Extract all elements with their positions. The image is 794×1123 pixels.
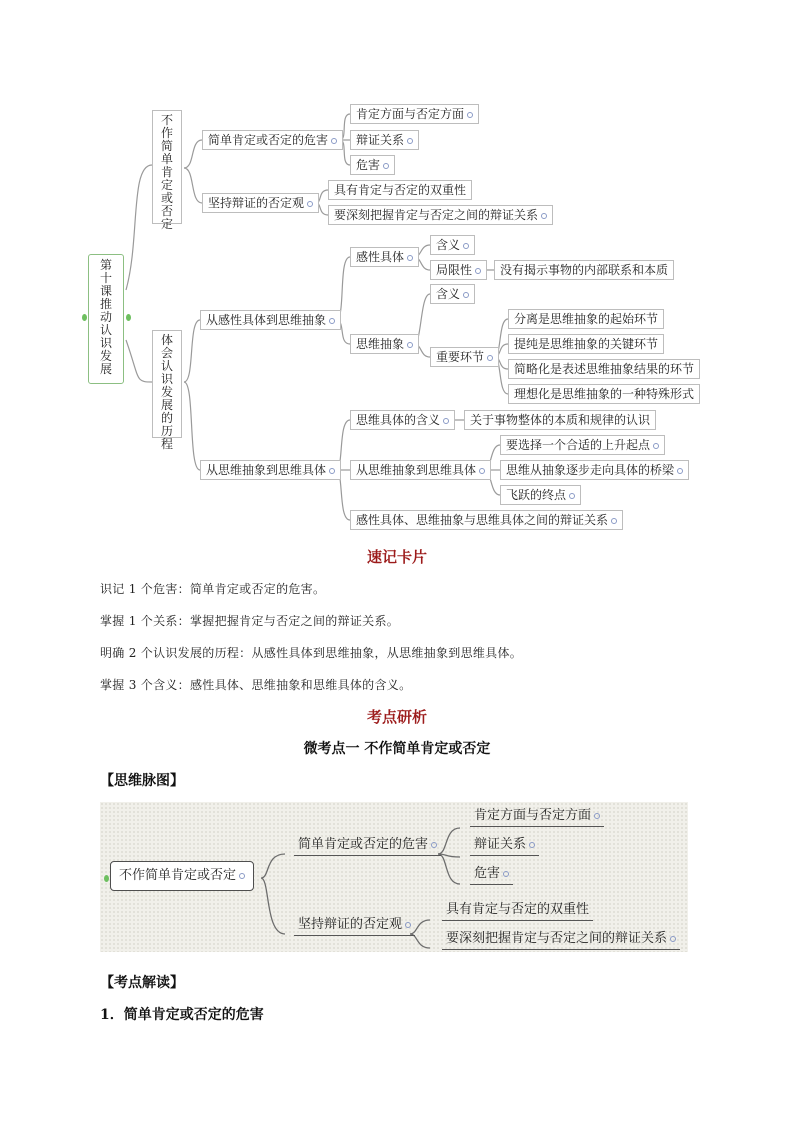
expand-dot-icon: [487, 355, 493, 361]
node-key-item-4[interactable]: 理想化是思维抽象的一种特殊形式: [508, 384, 700, 404]
node-harm-item-3[interactable]: 危害: [350, 155, 395, 175]
expand-dot-icon: [407, 255, 413, 261]
panel-dialectic-item-1[interactable]: 具有肯定与否定的双重性: [442, 901, 593, 921]
expand-dot-icon: [611, 518, 617, 524]
branch-cognition-history[interactable]: 体会认识发展的历程: [152, 330, 182, 438]
expand-dot-icon: [541, 213, 547, 219]
node-key-item-3[interactable]: 简略化是表述思维抽象结果的环节: [508, 359, 700, 379]
expand-dot-icon: [405, 922, 411, 928]
expand-dot-icon: [529, 842, 535, 848]
node-process[interactable]: 从思维抽象到思维具体: [350, 460, 491, 480]
node-sensory-limit-desc[interactable]: 没有揭示事物的内部联系和本质: [494, 260, 674, 280]
node-abstract-key[interactable]: 重要环节: [430, 347, 499, 367]
node-sensory[interactable]: 感性具体: [350, 247, 419, 267]
expand-dot-icon: [431, 842, 437, 848]
point-1-title: 1．简单肯定或否定的危害: [100, 1007, 264, 1023]
expand-dot-icon: [677, 468, 683, 474]
interpret-label: 【考点解读】: [100, 975, 184, 991]
node-sensory-to-abstract[interactable]: 从感性具体到思维抽象: [200, 310, 341, 330]
expand-dot-icon: [569, 493, 575, 499]
panel-node-harm[interactable]: 简单肯定或否定的危害: [294, 836, 441, 856]
node-dialectic-item-2[interactable]: 要深刻把握肯定与否定之间的辩证关系: [328, 205, 553, 225]
node-abstract[interactable]: 思维抽象: [350, 334, 419, 354]
expand-dot-icon: [307, 201, 313, 207]
expand-dot-icon: [594, 813, 600, 819]
node-key-item-1[interactable]: 分离是思维抽象的起始环节: [508, 309, 664, 329]
panel-node-dialectic[interactable]: 坚持辩证的否定观: [294, 916, 415, 936]
expand-dot-icon: [331, 138, 337, 144]
mind-map-panel: [100, 802, 688, 952]
collapse-left-icon[interactable]: [82, 314, 87, 321]
node-process-item-2[interactable]: 思维从抽象逐步走向具体的桥梁: [500, 460, 689, 480]
card-line-3: 明确 2 个认识发展的历程：从感性具体到思维抽象，从思维抽象到思维具体。: [100, 646, 523, 660]
panel-harm-item-2[interactable]: 辩证关系: [470, 836, 539, 856]
panel-harm-item-3[interactable]: 危害: [470, 865, 513, 885]
expand-dot-icon: [329, 318, 335, 324]
mindmap-root[interactable]: 第十课 推动认识发展: [88, 254, 124, 384]
expand-dot-icon: [407, 138, 413, 144]
node-process-item-1[interactable]: 要选择一个合适的上升起点: [500, 435, 665, 455]
expand-dot-icon: [475, 268, 481, 274]
expand-dot-icon: [329, 468, 335, 474]
card-line-1: 识记 1 个危害：简单肯定或否定的危害。: [100, 582, 326, 596]
node-relation[interactable]: 感性具体、思维抽象与思维具体之间的辩证关系: [350, 510, 623, 530]
expand-dot-icon: [653, 443, 659, 449]
expand-dot-icon: [443, 418, 449, 424]
map-label: 【思维脉图】: [100, 773, 184, 789]
expand-dot-icon: [467, 112, 473, 118]
node-concrete-meaning[interactable]: 思维具体的含义: [350, 410, 455, 430]
node-sensory-limit[interactable]: 局限性: [430, 260, 487, 280]
panel-dialectic-item-2[interactable]: 要深刻把握肯定与否定之间的辩证关系: [442, 930, 680, 950]
card-line-4: 掌握 3 个含义：感性具体、思维抽象和思维具体的含义。: [100, 678, 412, 692]
card-title: 速记卡片: [366, 548, 427, 566]
node-abstract-meaning[interactable]: 含义: [430, 284, 475, 304]
expand-dot-icon: [407, 342, 413, 348]
expand-dot-icon: [463, 243, 469, 249]
micro-point-title: 微考点一 不作简单肯定或否定: [303, 741, 491, 757]
node-key-item-2[interactable]: 提纯是思维抽象的关键环节: [508, 334, 664, 354]
node-sensory-meaning[interactable]: 含义: [430, 235, 475, 255]
expand-dot-icon: [479, 468, 485, 474]
node-harm-item-2[interactable]: 辩证关系: [350, 130, 419, 150]
node-abstract-to-concrete[interactable]: 从思维抽象到思维具体: [200, 460, 341, 480]
panel-root-node[interactable]: 不作简单肯定或否定: [110, 861, 254, 891]
expand-dot-icon: [503, 871, 509, 877]
expand-dot-icon: [670, 936, 676, 942]
node-concrete-desc[interactable]: 关于事物整体的本质和规律的认识: [464, 410, 656, 430]
expand-dot-icon: [239, 873, 245, 879]
analysis-title: 考点研析: [366, 708, 427, 726]
branch-no-simple-affirm[interactable]: 不作简单肯定或否定: [152, 110, 182, 224]
collapse-right-icon[interactable]: [126, 314, 131, 321]
node-dialectic[interactable]: 坚持辩证的否定观: [202, 193, 319, 213]
card-line-2: 掌握 1 个关系：掌握把握肯定与否定之间的辩证关系。: [100, 614, 400, 628]
node-harm[interactable]: 简单肯定或否定的危害: [202, 130, 343, 150]
node-dialectic-item-1[interactable]: 具有肯定与否定的双重性: [328, 180, 472, 200]
expand-dot-icon: [383, 163, 389, 169]
expand-dot-icon: [463, 292, 469, 298]
node-harm-item-1[interactable]: 肯定方面与否定方面: [350, 104, 479, 124]
panel-harm-item-1[interactable]: 肯定方面与否定方面: [470, 807, 604, 827]
collapse-left-icon[interactable]: [104, 875, 109, 882]
node-process-item-3[interactable]: 飞跃的终点: [500, 485, 581, 505]
